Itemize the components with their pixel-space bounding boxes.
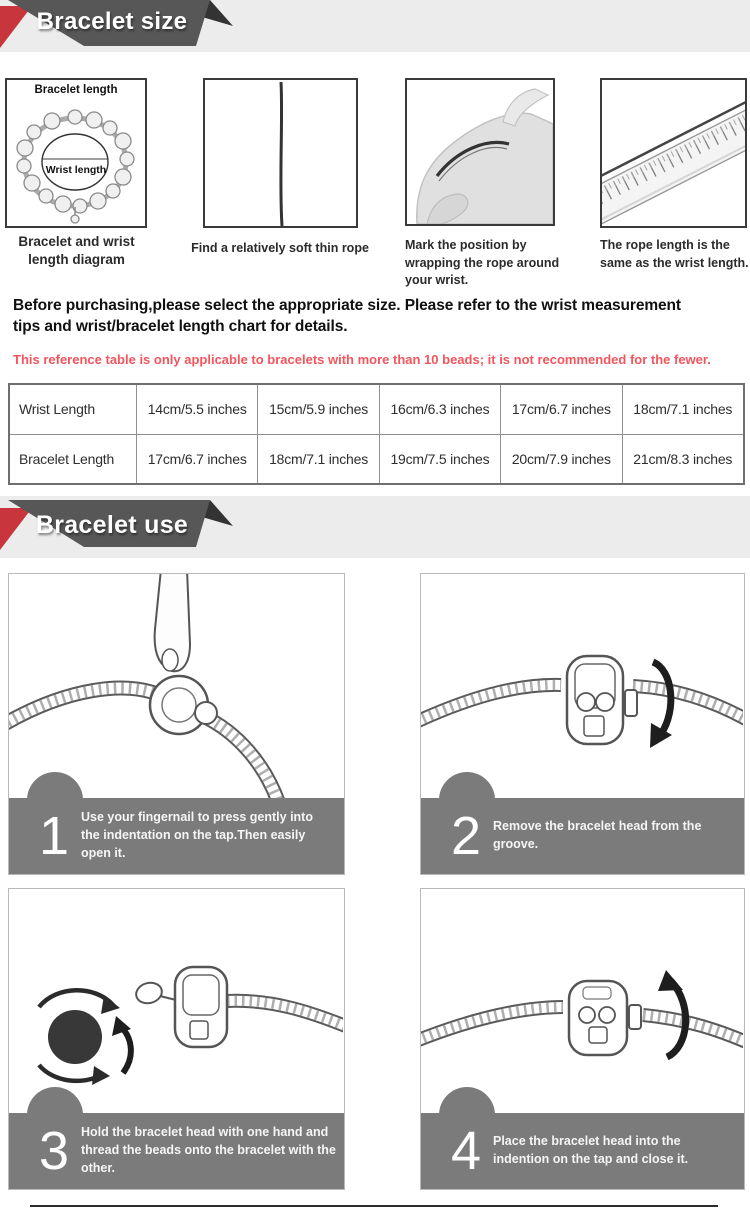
reference-warning: This reference table is only applicable to bracelets with more than 10 beads; it is not recommended for the fewer. [13,352,711,367]
caption-rope: Find a relatively soft thin rope [191,241,369,255]
size-table [8,383,745,485]
ruler-illustration [602,80,745,226]
step-2-caption-bar [421,798,744,874]
table-row: Bracelet Length 17cm/6.7 inches 18cm/7.1 inches 19cm/7.5 inches 20cm/7.9 inches 21cm/8.3 inches [9,434,744,484]
step-number: 1 [38,806,70,866]
wrist-wrap-image [405,78,555,226]
step-2-illustration [421,574,743,800]
step-number: 3 [38,1121,70,1181]
bracelet-length-label: Bracelet length [34,84,118,96]
rotate-arrow-icon [653,662,671,734]
bottom-divider [30,1205,718,1207]
table-row: Wrist Length 14cm/5.5 inches 15cm/5.9 inches 16cm/6.3 inches 17cm/6.7 inches 18cm/7.1 inches [9,384,744,434]
caption-ruler: The rope length is the same as the wrist length. [600,238,749,270]
purchase-notice: Before purchasing,please select the appropriate size. Please refer to the wrist measurement tips and wrist/bracelet length chart for details. [13,297,681,336]
bead [48,1010,102,1064]
use-step-2-panel [420,573,745,875]
step-2-text: Remove the bracelet head from the groove. [493,819,702,851]
caption-diagram: Bracelet and wrist length diagram [18,234,135,268]
step-1-text: Use your fingernail to press gently into the indentation on the tap.Then easily open it. [81,810,313,860]
step-4-illustration [421,889,743,1115]
caption-mark: Mark the position by wrapping the rope around your wrist. [405,238,560,287]
use-step-3-panel [8,888,345,1190]
step-1-caption-bar [9,798,344,874]
bracelet-size-header [0,0,750,52]
ruler-image [600,78,747,228]
step-3-text: Hold the bracelet head with one hand and thread the beads onto the bracelet with the other. [81,1125,336,1175]
bracelet-diagram-image [5,78,147,228]
bracelet-use-header [0,496,750,558]
swirl-arrow-icon [39,990,113,1007]
wrist-wrap-illustration [407,80,553,224]
clasp-head [569,981,627,1055]
step-3-illustration [9,889,343,1115]
rope-image [203,78,358,228]
wrist-length-header: Wrist Length [9,384,137,434]
step-number: 2 [450,806,482,866]
step-1-illustration [9,574,343,800]
bracelet-illustration [7,80,145,226]
use-step-4-panel [420,888,745,1190]
section-title-size: Bracelet size [36,8,188,35]
step-3-caption-bar [9,1113,344,1189]
use-step-1-panel [8,573,345,875]
section-title-use: Bracelet use [35,511,189,539]
rope-illustration [205,80,356,226]
step-4-text: Place the bracelet head into the indention on the tap and close it. [493,1134,689,1166]
bracelet-length-header: Bracelet Length [9,434,137,484]
step-4-caption-bar [421,1113,744,1189]
wrist-length-label: Wrist length [45,164,107,176]
step-number: 4 [450,1121,482,1181]
